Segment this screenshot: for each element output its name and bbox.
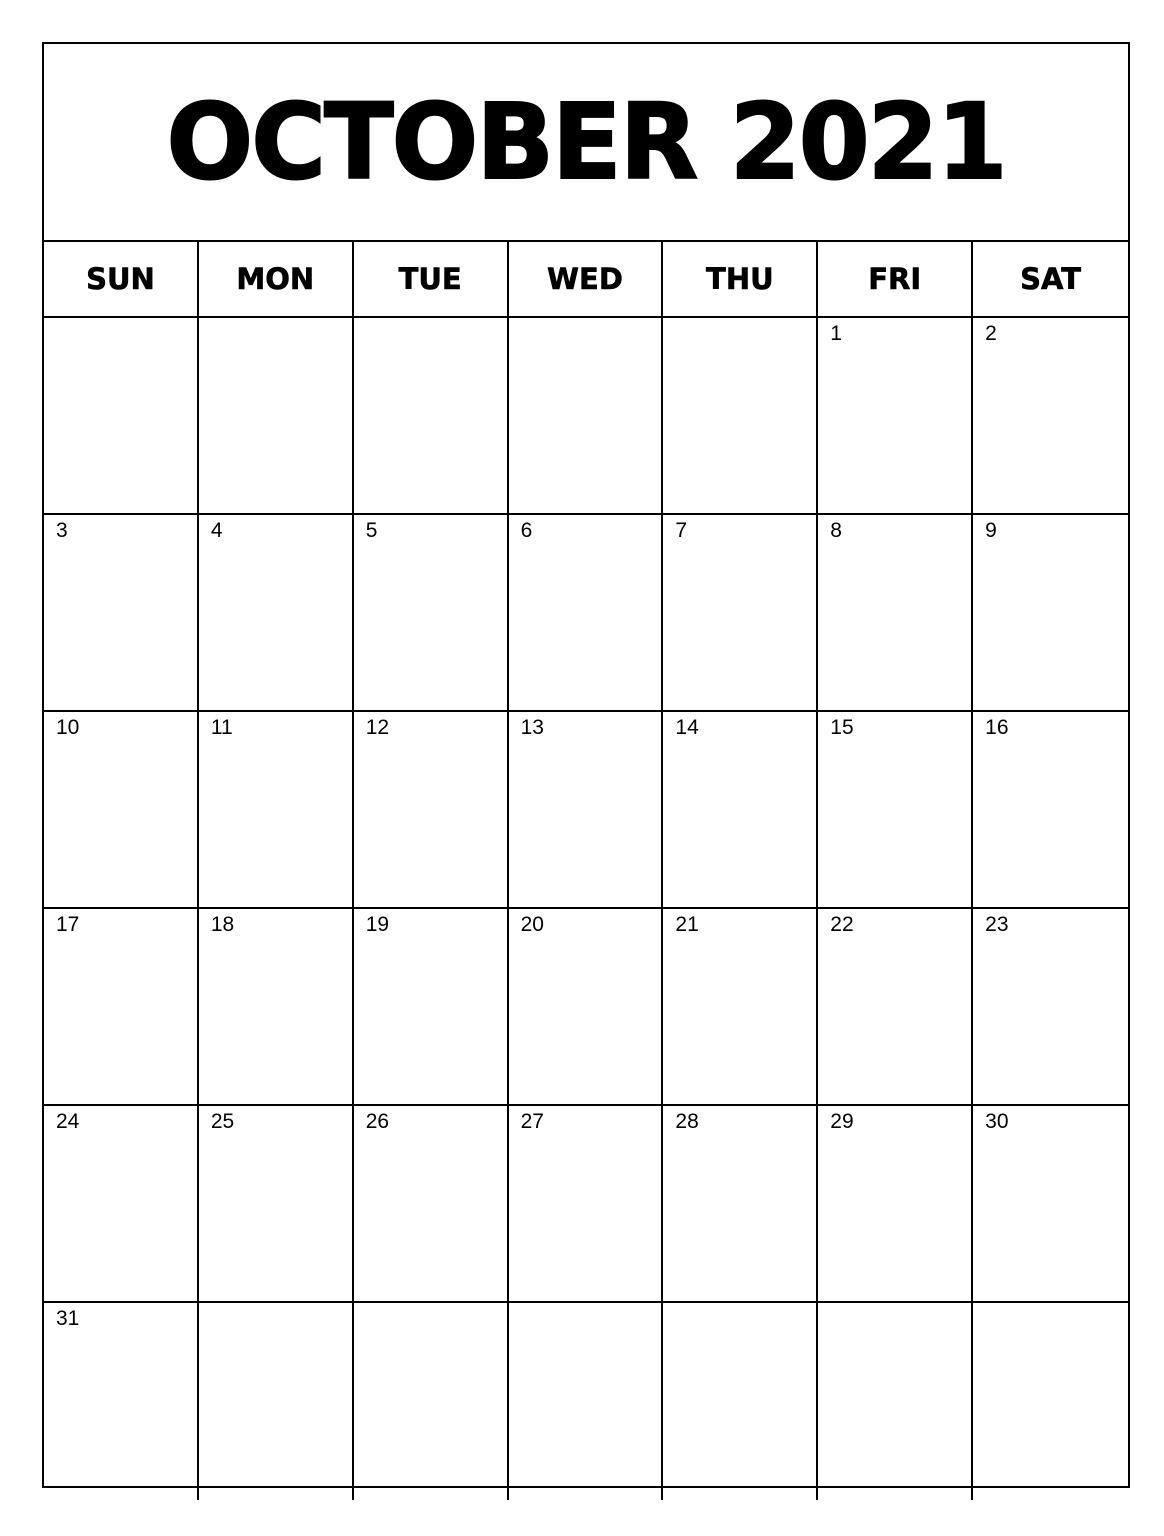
day-number: 3 [56,519,68,542]
day-number: 14 [675,716,699,739]
day-number: 9 [985,519,997,542]
day-cell [509,515,664,712]
day-number: 6 [520,519,533,542]
day-cell [199,318,354,515]
day-cell [354,909,509,1106]
day-number: 15 [830,716,854,739]
day-cell [509,712,664,909]
day-number: 21 [675,913,699,936]
day-cell [663,1303,818,1500]
day-cell [818,1303,973,1500]
day-number: 12 [365,716,390,739]
calendar [42,42,1130,1488]
day-cell [818,318,973,515]
day-cell [354,318,509,515]
day-cell [973,909,1128,1106]
day-cell [44,515,199,712]
day-number: 7 [675,519,688,542]
day-number: 24 [56,1110,80,1133]
day-number: 23 [985,913,1009,936]
day-cell [199,515,354,712]
day-cell [818,515,973,712]
weekday-mon: MON [199,242,354,318]
day-cell [44,1106,199,1303]
day-cell [509,1106,664,1303]
day-cell [663,515,818,712]
day-cell [509,1303,664,1500]
weekday-thu: THU [663,242,818,318]
day-cell [663,712,818,909]
day-cell [973,1303,1128,1500]
day-cell [663,1106,818,1303]
weekday-sat: SAT [973,242,1128,318]
day-cell [354,1303,509,1500]
day-number: 11 [210,716,233,739]
day-number: 2 [985,322,997,345]
day-cell [973,712,1128,909]
day-number: 28 [675,1110,699,1133]
day-cell [354,515,509,712]
day-cell [44,712,199,909]
day-cell [44,318,199,515]
day-cell [818,1106,973,1303]
day-cell [199,1106,354,1303]
day-number: 20 [520,913,544,936]
day-number: 31 [56,1307,80,1330]
day-grid [44,318,1128,1500]
day-cell [199,909,354,1106]
day-cell [818,712,973,909]
day-cell [199,712,354,909]
day-number: 5 [365,519,378,542]
day-cell [44,1303,199,1500]
day-number: 8 [830,519,842,542]
day-number: 26 [365,1110,390,1133]
day-number: 1 [830,322,842,345]
weekday-tue: TUE [354,242,509,318]
day-cell [509,318,664,515]
day-number: 16 [985,716,1009,739]
day-cell [509,909,664,1106]
day-number: 17 [56,913,80,936]
day-number: 25 [210,1110,235,1133]
weekday-fri: FRI [818,242,973,318]
day-number: 30 [985,1110,1009,1133]
day-cell [818,909,973,1106]
day-cell [973,1106,1128,1303]
day-number: 4 [210,519,223,542]
weekday-sun: SUN [44,242,199,318]
day-cell [354,712,509,909]
day-number: 19 [365,913,390,936]
title-box [44,44,1128,242]
day-number: 29 [830,1110,854,1133]
weekday-wed: WED [509,242,664,318]
day-cell [199,1303,354,1500]
day-number: 27 [520,1110,544,1133]
day-number: 13 [520,716,544,739]
calendar-title: OCTOBER 2021 [166,81,1006,203]
day-cell [663,318,818,515]
day-cell [663,909,818,1106]
day-number: 18 [210,913,235,936]
day-cell [973,318,1128,515]
weekday-header [44,242,1128,318]
day-cell [973,515,1128,712]
day-number: 22 [830,913,854,936]
day-cell [44,909,199,1106]
day-number: 10 [56,716,80,739]
day-cell [354,1106,509,1303]
